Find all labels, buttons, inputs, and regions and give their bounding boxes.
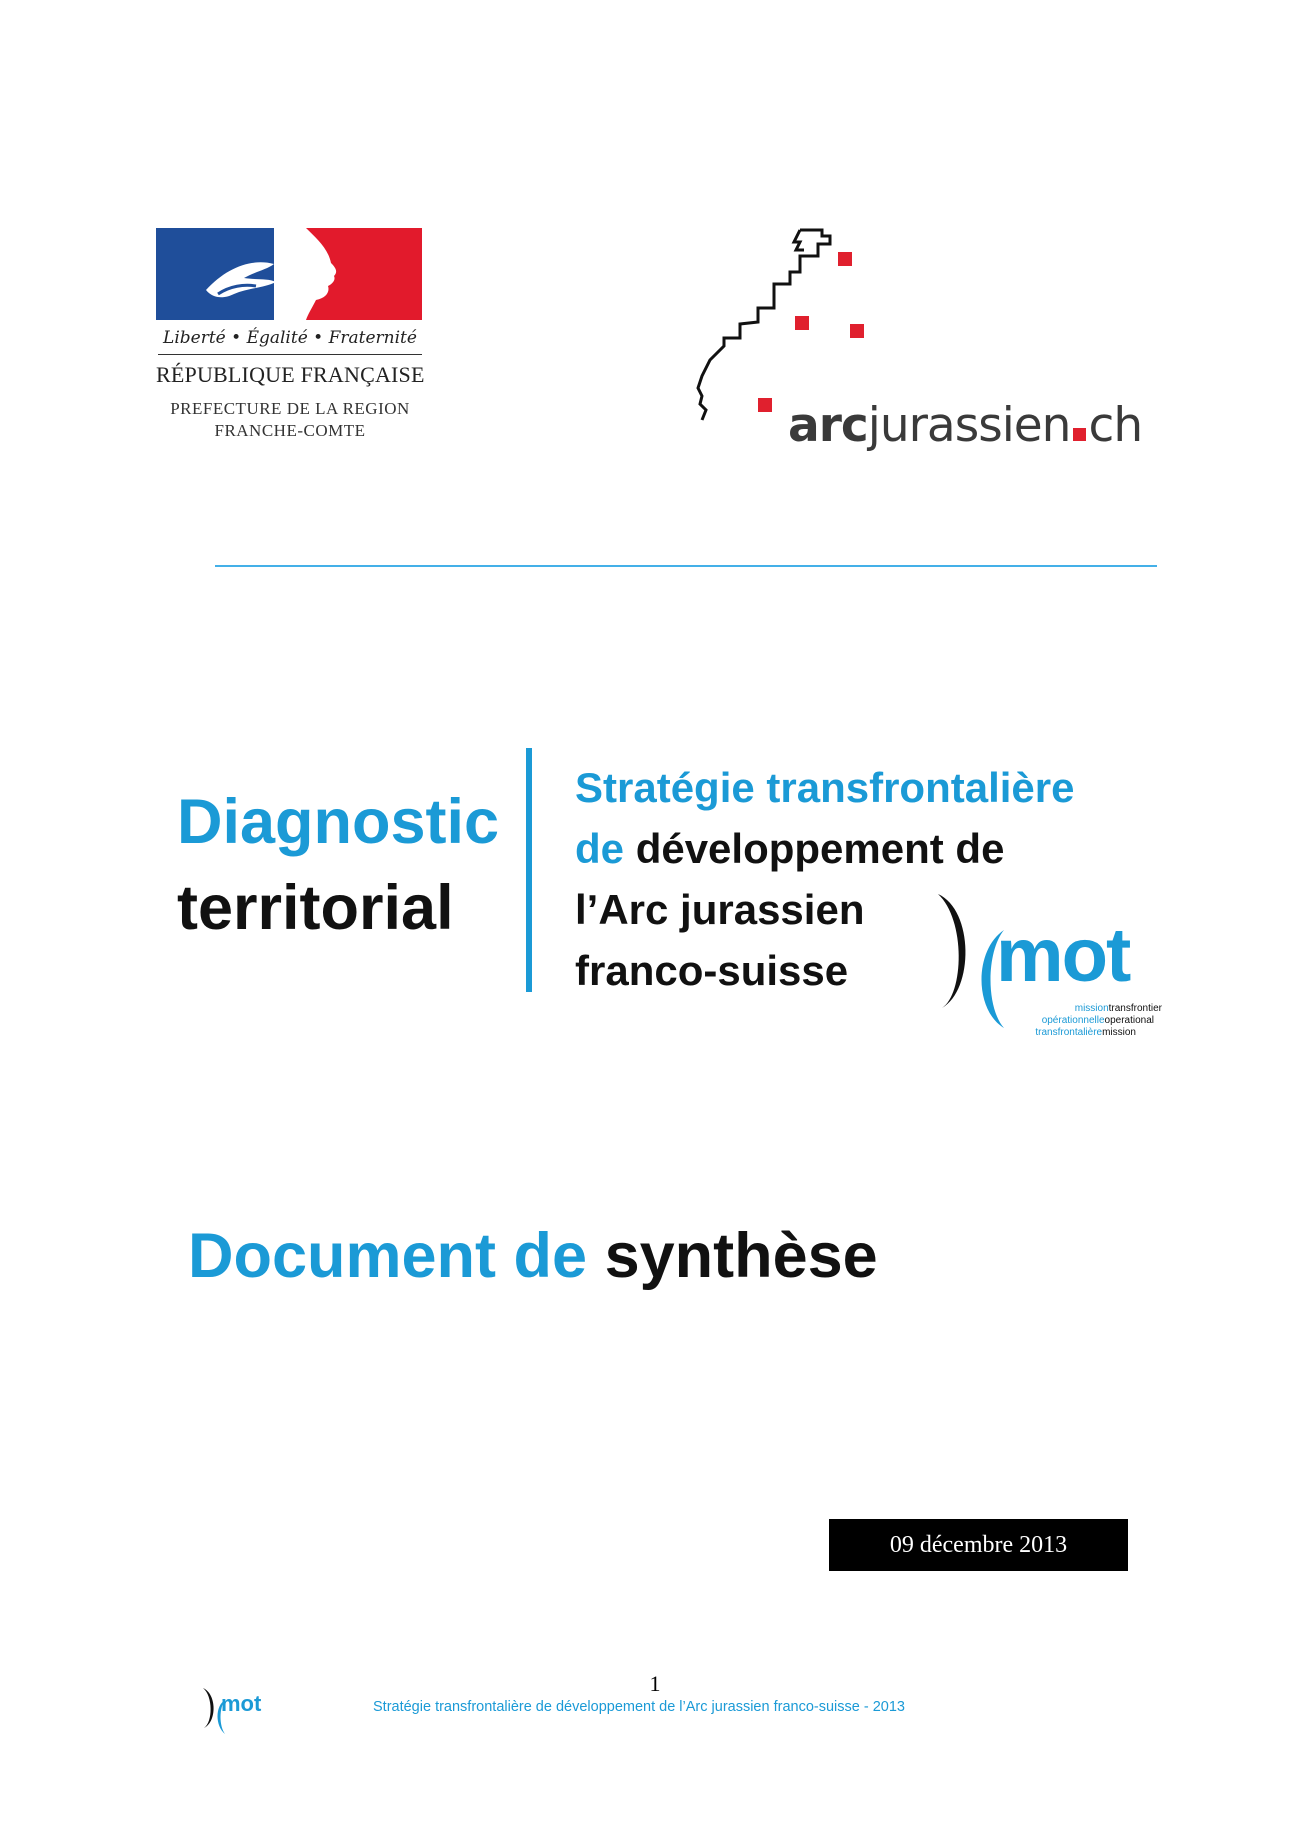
- red-square-dot-icon: [1073, 428, 1086, 441]
- mot-tagline-row-2: [1014, 1015, 1154, 1026]
- mot-tagline-fr-1: mission: [1074, 1003, 1109, 1014]
- subtitle-synthese: synthèse: [604, 1221, 878, 1291]
- prefecture-line-1: PREFECTURE DE LA REGION: [170, 399, 410, 418]
- republique-name: RÉPUBLIQUE FRANÇAISE: [156, 362, 425, 387]
- title-diagnostic: Diagnostic: [177, 787, 500, 857]
- strategy-title-line-1: Stratégie transfrontalière: [575, 764, 1075, 811]
- subtitle-document-de: Document de: [188, 1221, 588, 1291]
- prefecture-line-2: FRANCHE-COMTE: [214, 421, 366, 440]
- footer-text: Stratégie transfrontalière de développement de l’Arc jurassien franco-suisse - 2013: [373, 1699, 905, 1715]
- title-vertical-divider: [526, 748, 532, 992]
- mot-logo: [934, 890, 1164, 1040]
- arcjurassien-wordmark: [788, 398, 1142, 453]
- strategy-title-developpement: développement de: [635, 825, 1005, 872]
- arcjurassien-logo: [690, 228, 1160, 468]
- mot-tagline-fr-3: transfrontalière: [1035, 1027, 1103, 1038]
- strategy-title-line-4: franco-suisse: [575, 947, 849, 994]
- strategy-title-de: de: [575, 825, 625, 872]
- footer-mot-logo: [201, 1686, 277, 1736]
- mot-tagline-fr-2: opérationnelle: [1041, 1015, 1105, 1026]
- marianne-flag-icon: [156, 228, 422, 320]
- arc-wordmark-light: jurassien: [867, 398, 1071, 453]
- page-number: 1: [649, 1671, 661, 1696]
- mot-tagline-en-1: transfrontier: [1108, 1003, 1162, 1014]
- mot-tagline-en-2: operational: [1104, 1015, 1154, 1026]
- mot-wordmark: mot: [996, 913, 1130, 998]
- header-divider: [215, 565, 1157, 567]
- republique-logo-divider: [158, 354, 422, 355]
- document-subtitle: [188, 1220, 878, 1292]
- date-badge: 09 décembre 2013: [829, 1519, 1128, 1571]
- footer-mot-wordmark: mot: [221, 1691, 262, 1716]
- mot-tagline-row-1: [1026, 1003, 1162, 1014]
- mot-tagline-en-3: mission: [1102, 1027, 1136, 1038]
- republique-francaise-logo: [156, 228, 426, 448]
- mot-tagline-row-3: [1004, 1027, 1136, 1038]
- arc-wordmark-tld: ch: [1088, 398, 1143, 453]
- republique-motto: Liberté • Égalité • Fraternité: [163, 328, 417, 348]
- arc-wordmark-bold: arc: [788, 398, 868, 453]
- title-territorial: territorial: [177, 873, 454, 943]
- strategy-title-line-2: [575, 818, 1075, 879]
- strategy-title-line-3: l’Arc jurassien: [575, 886, 865, 933]
